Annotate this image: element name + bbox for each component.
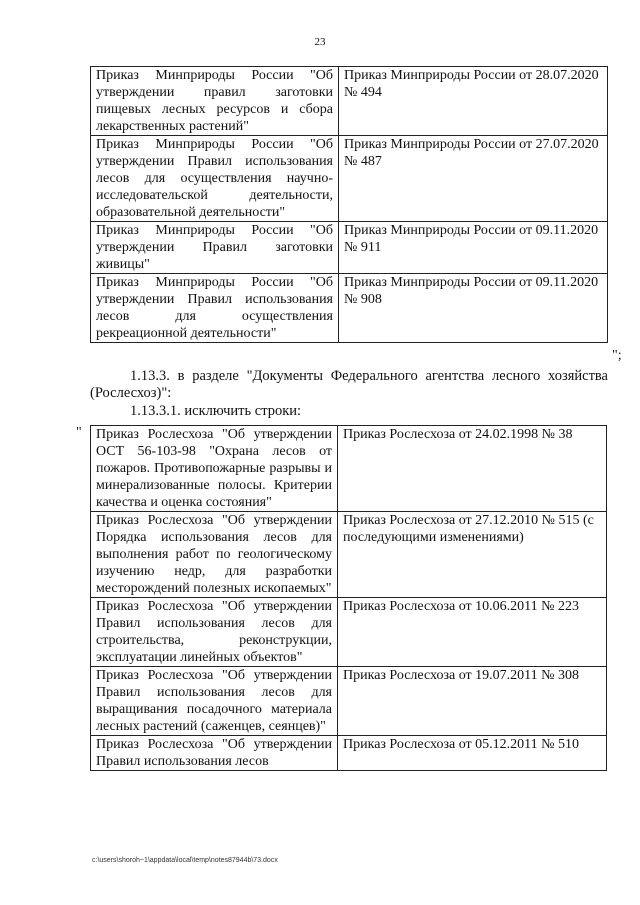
table-cell-title: Приказ Минприроды России "Об утверждении Правил заготовки живицы" — [91, 222, 339, 274]
table-row — [91, 274, 608, 343]
table-cell-reference: Приказ Минприроды России от 27.07.2020 № 487 — [339, 136, 608, 222]
table-cell-title: Приказ Рослесхоза "Об утверждении Правил использования лесов для выращивания посадочного материала лесных растений (саженцев, сеянцев)" — [91, 667, 338, 736]
table-row — [91, 67, 608, 136]
documents-table-top — [90, 66, 608, 343]
table-cell-reference: Приказ Рослесхоза от 27.12.2010 № 515 (с последующими изменениями) — [338, 512, 607, 598]
page-number: 23 — [314, 36, 326, 48]
table-cell-reference: Приказ Минприроды России от 09.11.2020 № 908 — [339, 274, 608, 343]
table-row — [91, 426, 607, 512]
table-cell-reference: Приказ Минприроды России от 28.07.2020 № 494 — [339, 67, 608, 136]
table-row — [91, 736, 607, 771]
table-row — [91, 598, 607, 667]
table-cell-reference: Приказ Рослесхоза от 24.02.1998 № 38 — [338, 426, 607, 512]
table-cell-reference: Приказ Минприроды России от 09.11.2020 № 911 — [339, 222, 608, 274]
table-cell-title: Приказ Рослесхоза "Об утверждении Правил использования лесов для строительства, реконструкции, эксплуатации линейных объектов" — [91, 598, 338, 667]
footer-file-path: c:\users\shoroh~1\appdata\local\temp\notes87944b\73.docx — [92, 857, 278, 864]
table-cell-title: Приказ Рослесхоза "Об утверждении Правил использования лесов — [91, 736, 338, 771]
table-cell-title: Приказ Рослесхоза "Об утверждении ОСТ 56-103-98 "Охрана лесов от пожаров. Противопожарные разрывы и минерализованные полосы. Критерии качества и оценка состояния" — [91, 426, 338, 512]
table-row — [91, 512, 607, 598]
table-row — [91, 222, 608, 274]
table-cell-reference: Приказ Рослесхоза от 10.06.2011 № 223 — [338, 598, 607, 667]
table-cell-title: Приказ Рослесхоза "Об утверждении Порядка использования лесов для выполнения работ по геологическому изучению недр, для разработки месторождений полезных ископаемых" — [91, 512, 338, 598]
paragraph-exclude-rows: 1.13.3.1. исключить строки: — [130, 403, 302, 419]
opening-quote-mark: " — [76, 425, 82, 440]
table-cell-title: Приказ Минприроды России "Об утверждении правил заготовки пищевых лесных ресурсов и сбора лекарственных растений" — [91, 67, 339, 136]
table-cell-reference: Приказ Рослесхоза от 19.07.2011 № 308 — [338, 667, 607, 736]
table-row — [91, 136, 608, 222]
table-cell-title: Приказ Минприроды России "Об утверждении Правил использования лесов для осуществления научно-исследовательской деятельности, образовательной деятельности" — [91, 136, 339, 222]
documents-table-bottom — [90, 425, 607, 771]
closing-quote-mark: "; — [612, 348, 622, 363]
table-cell-title: Приказ Минприроды России "Об утверждении Правил использования лесов для осуществления рекреационной деятельности" — [91, 274, 339, 343]
table-cell-reference: Приказ Рослесхоза от 05.12.2011 № 510 — [338, 736, 607, 771]
paragraph-section-heading: 1.13.3. в разделе "Документы Федерального агентства лесного хозяйства (Рослесхоз)": — [90, 368, 608, 401]
table-row — [91, 667, 607, 736]
